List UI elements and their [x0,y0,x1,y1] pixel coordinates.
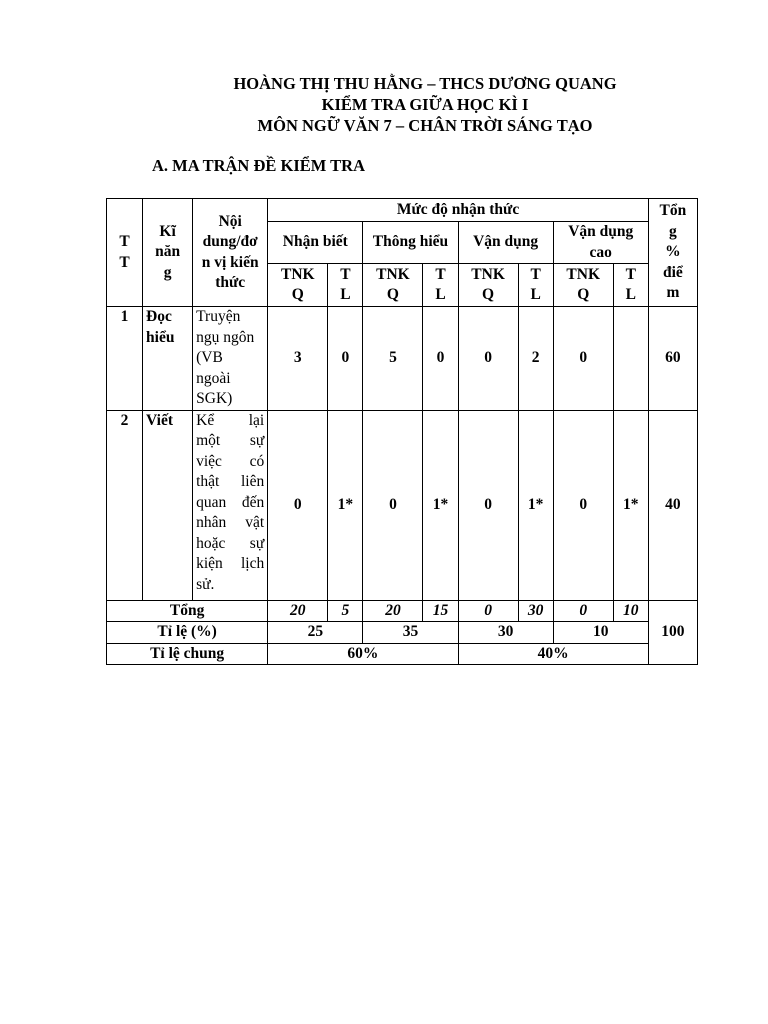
header-line-author: HOÀNG THỊ THU HẰNG – THCS DƯƠNG QUANG [233,74,617,93]
subheader-tnkq: TNK Q [363,264,423,307]
row-content: Truyện ngụ ngôn (VB ngoài SGK) [193,307,268,411]
row-value: 0 [553,410,613,600]
row-tt: 2 [107,410,143,600]
summary-label-ti-le: Tỉ lệ (%) [107,622,268,644]
row-value: 1* [518,410,553,600]
summary-percent: 10 [553,622,648,644]
col-header-tt: T T [107,199,143,307]
row-value: 0 [268,410,328,600]
summary-row-ti-le-chung [107,643,698,665]
summary-percent: 30 [458,622,553,644]
row-value: 0 [458,410,518,600]
summary-value: 5 [328,600,363,622]
level-van-dung: Vận dụng [458,222,553,264]
row-value: 0 [458,307,518,411]
header-row-1 [107,199,698,222]
summary-total: 100 [648,600,697,665]
row-value: 0 [553,307,613,411]
col-header-ki-nang: Kĩ năn g [143,199,193,307]
header-line-subject: MÔN NGỮ VĂN 7 – CHÂN TRỜI SÁNG TẠO [257,116,593,135]
summary-value: 30 [518,600,553,622]
row-tt: 1 [107,307,143,411]
row-value: 0 [328,307,363,411]
summary-general-percent: 40% [458,643,648,665]
summary-row-ti-le [107,622,698,644]
level-thong-hieu: Thông hiểu [363,222,458,264]
summary-value: 20 [268,600,328,622]
summary-label-ti-le-chung: Tỉ lệ chung [107,643,268,665]
summary-general-percent: 60% [268,643,458,665]
subheader-tl: T L [613,264,648,307]
subheader-tnkq: TNK Q [458,264,518,307]
row-value: 0 [423,307,458,411]
summary-value: 15 [423,600,458,622]
section-title: A. MA TRẬN ĐỀ KIỂM TRA [152,156,365,175]
summary-value: 0 [458,600,518,622]
summary-value: 10 [613,600,648,622]
row-total: 40 [648,410,697,600]
row-value: 1* [423,410,458,600]
document-header [140,73,710,136]
summary-value: 20 [363,600,423,622]
summary-label-tong: Tổng [107,600,268,622]
row-value [613,307,648,411]
table-row [107,410,698,600]
row-value: 2 [518,307,553,411]
subheader-tl: T L [423,264,458,307]
subheader-tl: T L [518,264,553,307]
row-value: 1* [328,410,363,600]
row-value: 1* [613,410,648,600]
table-row [107,307,698,411]
level-nhan-biet: Nhận biết [268,222,363,264]
summary-percent: 35 [363,622,458,644]
summary-row-tong [107,600,698,622]
row-value: 3 [268,307,328,411]
row-value: 0 [363,410,423,600]
row-skill: Đọc hiểu [143,307,193,411]
subheader-tnkq: TNK Q [553,264,613,307]
summary-percent: 25 [268,622,363,644]
subheader-tl: T L [328,264,363,307]
subheader-tnkq: TNK Q [268,264,328,307]
row-skill: Viết [143,410,193,600]
summary-value: 0 [553,600,613,622]
col-header-tong: Tổn g % điể m [648,199,697,307]
exam-matrix-table [106,198,698,665]
row-content: Kể lại một sự việc có thật liên quan đến nhân vật hoặc sự kiện lịch sử. [193,410,268,600]
col-header-noi-dung: Nội dung/đơ n vị kiến thức [193,199,268,307]
row-value: 5 [363,307,423,411]
header-line-exam: KIỂM TRA GIỮA HỌC KÌ I [321,95,529,114]
row-total: 60 [648,307,697,411]
level-van-dung-cao: Vận dụng cao [553,222,648,264]
col-header-muc-do: Mức độ nhận thức [268,199,649,222]
